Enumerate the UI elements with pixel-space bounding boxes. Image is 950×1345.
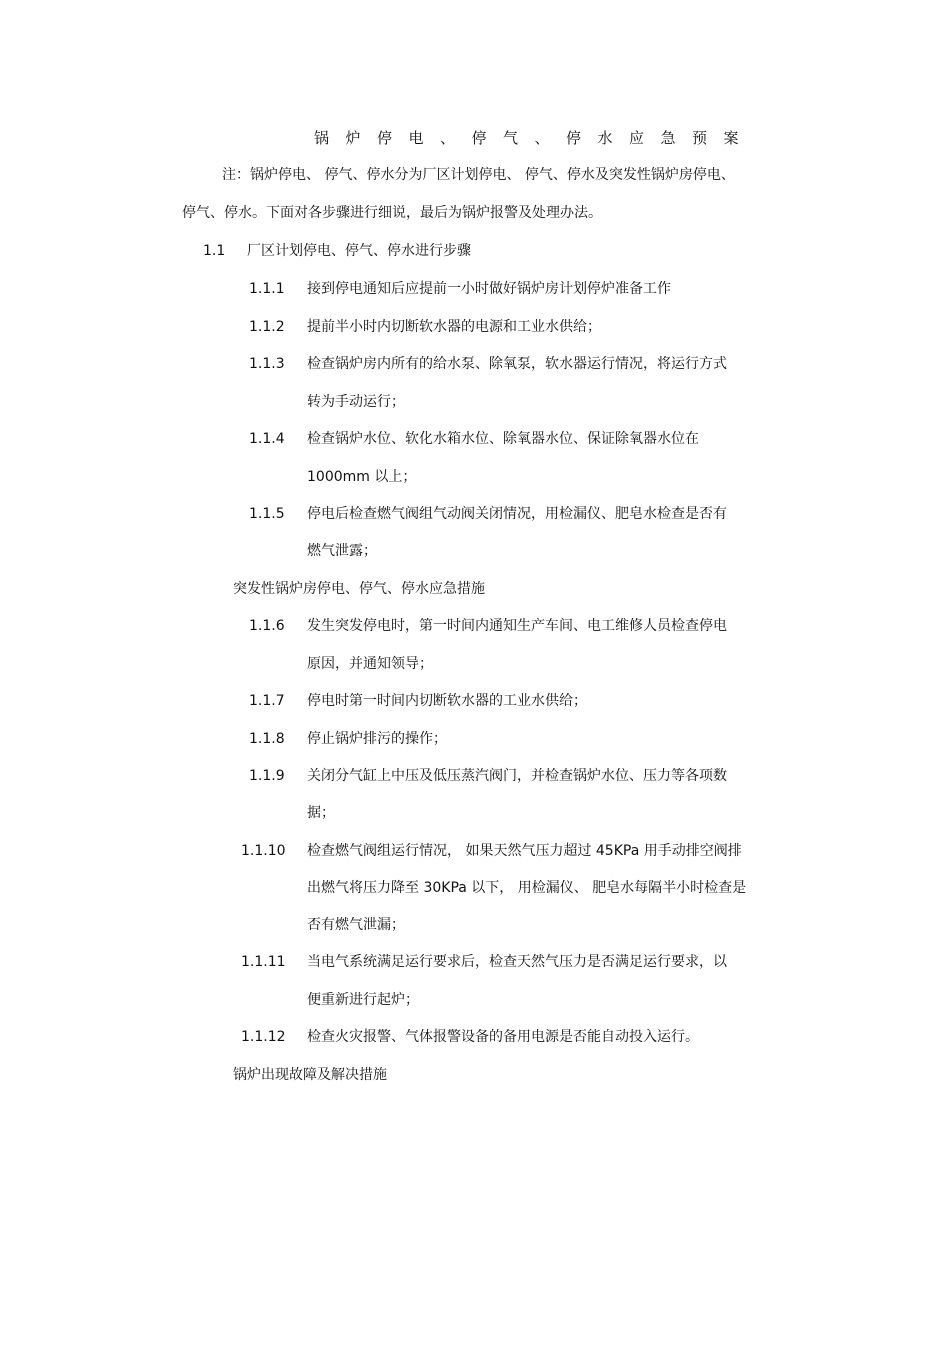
item-text: 1000mm 以上； (307, 469, 417, 485)
section-heading-fault: 锅炉出现故障及解决措施 (233, 1067, 387, 1083)
note-line-1: 注：锅炉停电、 停气、停水分为厂区计划停电、 停气、停水及突发性锅炉房停电、 (222, 167, 735, 183)
document-title: 锅炉停电、停气、停水应急预案 (314, 129, 756, 147)
item-number: 1.1.5 (249, 506, 285, 522)
item-text: 检查锅炉房内所有的给水泵、除氧泵，软水器运行情况，将运行方式 (307, 356, 727, 372)
item-text: 当电气系统满足运行要求后，检查天然气压力是否满足运行要求，以 (307, 954, 727, 970)
section-title: 厂区计划停电、停气、停水进行步骤 (247, 243, 471, 259)
item-number: 1.1.9 (249, 768, 285, 784)
item-text: 据； (307, 805, 335, 821)
item-number: 1.1.11 (241, 954, 286, 970)
item-text: 停电后检查燃气阀组气动阀关闭情况，用检漏仪、肥皂水检查是否有 (307, 506, 727, 522)
item-number: 1.1.8 (249, 731, 285, 747)
item-text: 出燃气将压力降至 30KPa 以下， 用检漏仪、 肥皂水每隔半小时检查是 (307, 880, 747, 896)
item-text: 检查火灾报警、气体报警设备的备用电源是否能自动投入运行。 (307, 1029, 699, 1045)
item-text: 停止锅炉排污的操作； (307, 731, 447, 747)
item-text: 便重新进行起炉； (307, 992, 419, 1008)
item-text: 原因，并通知领导； (307, 656, 433, 672)
item-number: 1.1.7 (249, 693, 285, 709)
item-text: 燃气泄露； (307, 543, 377, 559)
item-number: 1.1.4 (249, 431, 285, 447)
item-text: 接到停电通知后应提前一小时做好锅炉房计划停炉准备工作 (307, 281, 671, 297)
item-text: 检查燃气阀组运行情况， 如果天然气压力超过 45KPa 用手动排空阀排 (307, 843, 742, 859)
item-text: 停电时第一时间内切断软水器的工业水供给； (307, 693, 587, 709)
item-text: 检查锅炉水位、软化水箱水位、除氧器水位、保证除氧器水位在 (307, 431, 699, 447)
item-text: 提前半小时内切断软水器的电源和工业水供给； (307, 319, 601, 335)
item-number: 1.1.1 (249, 281, 285, 297)
item-number: 1.1.6 (249, 618, 285, 634)
section-heading-sudden: 突发性锅炉房停电、停气、停水应急措施 (233, 581, 485, 597)
item-number: 1.1.2 (249, 319, 285, 335)
item-text: 发生突发停电时，第一时间内通知生产车间、电工维修人员检查停电 (307, 618, 727, 634)
item-number: 1.1.3 (249, 356, 285, 372)
item-number: 1.1.12 (241, 1029, 286, 1045)
item-text: 关闭分气缸上中压及低压蒸汽阀门，并检查锅炉水位、压力等各项数 (307, 768, 727, 784)
note-line-2: 停气、停水。下面对各步骤进行细说，最后为锅炉报警及处理办法。 (182, 205, 602, 221)
item-text: 否有燃气泄漏； (307, 917, 405, 933)
item-number: 1.1.10 (241, 843, 286, 859)
section-number: 1.1 (203, 243, 226, 259)
item-text: 转为手动运行； (307, 394, 405, 410)
